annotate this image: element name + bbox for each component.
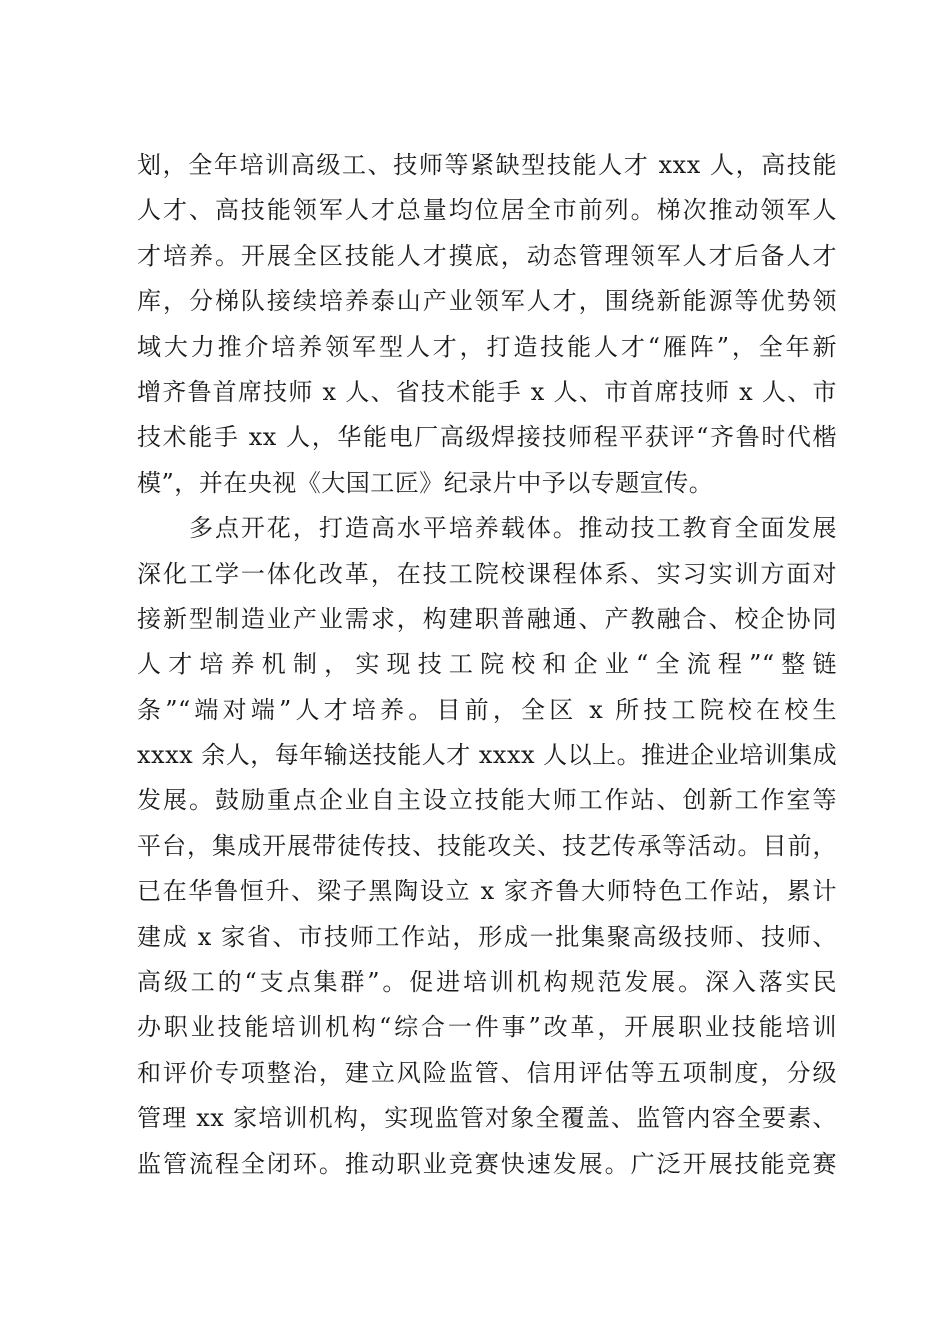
text-line: 监管流程全闭环。推动职业竞赛快速发展。广泛开展技能竞赛 <box>137 1149 837 1178</box>
text-line: 人才、高技能领军人才总量均位居全市前列。梯次推动领军人 <box>137 196 837 225</box>
text-line: 已在华鲁恒升、梁子黑陶设立 x 家齐鲁大师特色工作站，累计 <box>137 877 837 906</box>
text-line: 和评价专项整治，建立风险监管、信用评估等五项制度，分级 <box>137 1058 837 1087</box>
text-line: 高级工的“支点集群”。促进培训机构规范发展。深入落实民 <box>137 968 837 997</box>
text-line: 办职业技能培训机构“综合一件事”改革，开展职业技能培训 <box>137 1013 837 1042</box>
paragraph-end-line: 模”，并在央视《大国工匠》纪录片中予以专题宣传。 <box>137 468 714 497</box>
text-line: xxxx 余人，每年输送技能人才 xxxx 人以上。推进企业培训集成 <box>137 741 838 770</box>
text-line: 划，全年培训高级工、技师等紧缺型技能人才 xxx 人，高技能 <box>137 151 837 179</box>
paragraph-start-line: 多点开花，打造高水平培养载体。推动技工教育全面发展 <box>137 514 837 543</box>
text-line: 深化工学一体化改革，在技工院校课程体系、实习实训方面对 <box>137 559 837 588</box>
text-line: 发展。鼓励重点企业自主设立技能大师工作站、创新工作室等 <box>137 786 837 815</box>
text-line: 条”“端对端”人才培养。目前，全区 x 所技工院校在校生 <box>137 695 837 724</box>
text-line: 人才培养机制，实现技工院校和企业“全流程”“整链 <box>137 650 837 679</box>
text-line: 域大力推介培养领军型人才，打造技能人才“雁阵”，全年新 <box>137 332 837 361</box>
text-line: 库，分梯队接续培养泰山产业领军人才，围绕新能源等优势领 <box>137 287 837 316</box>
text-line: 增齐鲁首席技师 x 人、省技术能手 x 人、市首席技师 x 人、市 <box>137 377 837 406</box>
text-line: 接新型制造业产业需求，构建职普融通、产教融合、校企协同 <box>137 604 837 633</box>
text-line: 建成 x 家省、市技师工作站，形成一批集聚高级技师、技师、 <box>137 922 837 951</box>
text-line: 才培养。开展全区技能人才摸底，动态管理领军人才后备人才 <box>137 241 837 270</box>
text-line: 管理 xx 家培训机构，实现监管对象全覆盖、监管内容全要素、 <box>137 1104 837 1133</box>
text-line: 平台，集成开展带徒传技、技能攻关、技艺传承等活动。目前， <box>137 831 837 860</box>
document-body <box>137 143 837 1187</box>
text-line: 技术能手 xx 人，华能电厂高级焊接技师程平获评“齐鲁时代楷 <box>137 423 837 452</box>
